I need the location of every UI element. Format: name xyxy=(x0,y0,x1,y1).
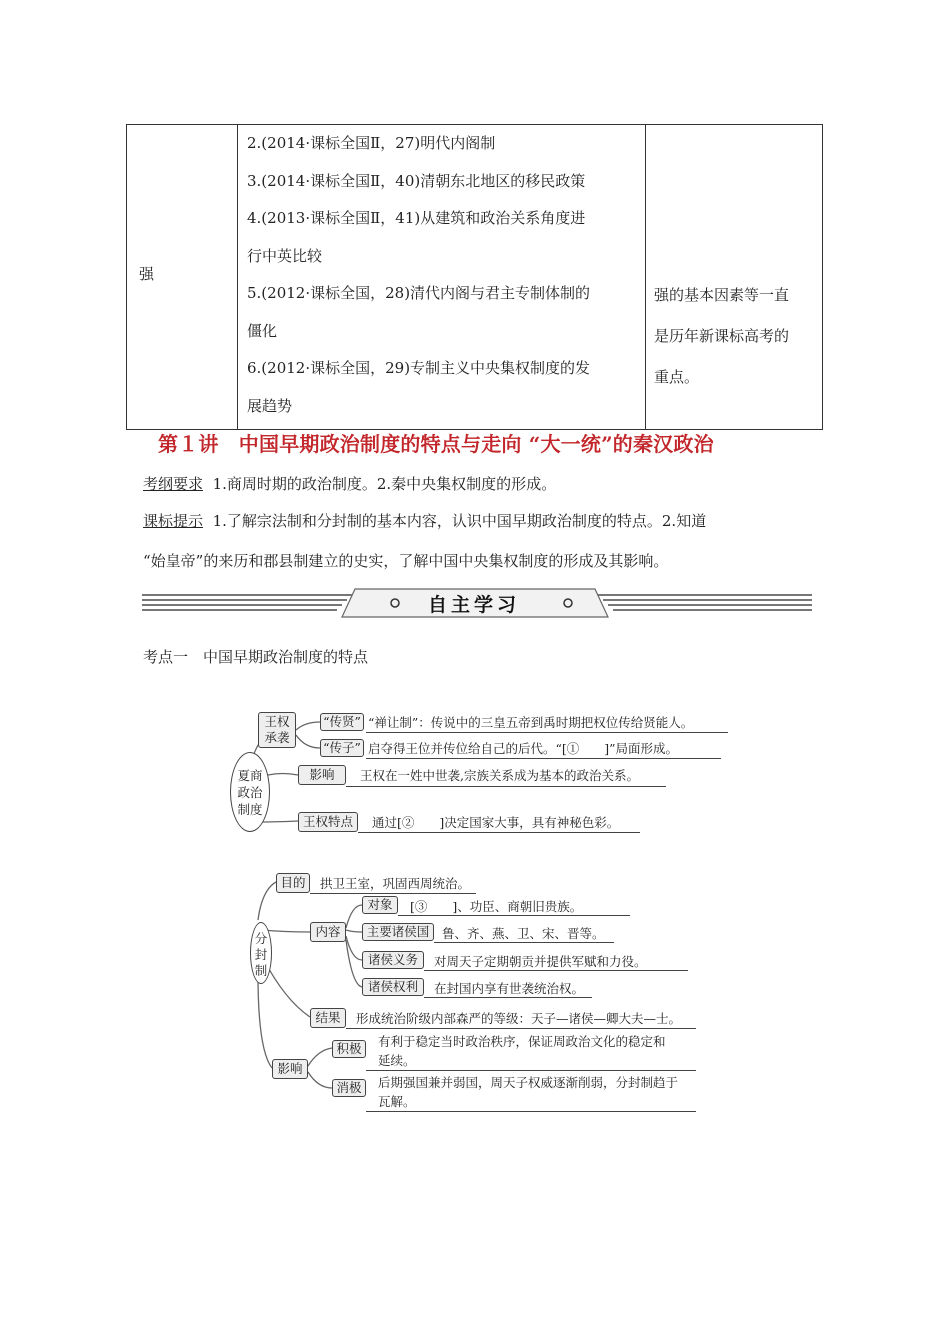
section-heading: 考点一 中国早期政治制度的特点 xyxy=(143,648,369,666)
node-succession: 王权 承袭 xyxy=(258,712,296,748)
node-feature: 王权特点 xyxy=(298,812,358,832)
node-object-text: [③ ]、功臣、商朝旧贵族。 xyxy=(410,899,583,914)
table-line: 6.(2012·课标全国，29)专制主义中央集权制度的发 xyxy=(247,359,591,377)
node-negative-text: 后期强国兼并弱国，周天子权威逐渐削弱，分封制趋于 瓦解。 xyxy=(378,1075,679,1109)
node-feature-text: 通过[② ]决定国家大事，具有神秘色彩。 xyxy=(372,815,620,830)
node-states: 主要诸侯国 xyxy=(362,923,434,941)
node-chuanxian: “传贤” xyxy=(320,713,364,731)
node-effect: 影响 xyxy=(272,1059,308,1079)
table-line: 僵化 xyxy=(247,321,278,340)
node-chuanzi: “传子” xyxy=(320,739,364,757)
map-root-fengjian: 分 封 制 xyxy=(250,922,272,984)
node-positive: 积极 xyxy=(332,1040,366,1058)
node-influence-text: 王权在一姓中世袭,宗族关系成为基本的政治关系。 xyxy=(360,768,639,783)
table-line: 5.(2012·课标全国，28)清代内阁与君主专制体制的 xyxy=(247,284,591,302)
requirement-line-3: “始皇帝”的来历和郡县制建立的史实，了解中国中央集权制度的形成及其影响。 xyxy=(143,552,669,570)
map-root-xia-shang: 夏商 政治 制度 xyxy=(230,752,270,832)
table-line: 是历年新课标高考的 xyxy=(654,327,790,345)
table-line: 2.(2014·课标全国Ⅱ，27)明代内阁制 xyxy=(247,134,496,152)
node-right-text: 在封国内享有世袭统治权。 xyxy=(434,981,585,996)
table-line: 行中英比较 xyxy=(247,246,323,265)
node-positive-text: 有利于稳定当时政治秩序，保证周政治文化的稳定和 延续。 xyxy=(378,1034,666,1068)
node-influence: 影响 xyxy=(298,765,346,785)
node-purpose-text: 拱卫王室，巩固西周统治。 xyxy=(320,876,471,891)
node-object: 对象 xyxy=(362,896,398,914)
table-cell-col1: 强 xyxy=(139,265,155,283)
node-duty: 诸侯义务 xyxy=(362,951,424,969)
banner-title: 自主学习 xyxy=(428,594,521,616)
table-line: 重点。 xyxy=(654,368,700,386)
node-chuanzi-text: 启夺得王位并传位给自己的后代。“[① ]”局面形成。 xyxy=(368,741,679,756)
table-line: 强的基本因素等一直 xyxy=(654,286,790,304)
node-result-text: 形成统治阶级内部森严的等级：天子—诸侯—卿大夫—士。 xyxy=(356,1011,682,1026)
node-duty-text: 对周天子定期朝贡并提供军赋和力役。 xyxy=(434,954,647,969)
requirement-text: 1.了解宗法制和分封制的基本内容，认识中国早期政治制度的特点。2.知道 xyxy=(212,512,707,530)
node-chuanxian-text: “禅让制”：传说中的三皇五帝到禹时期把权位传给贤能人。 xyxy=(368,715,694,730)
node-result: 结果 xyxy=(310,1008,346,1028)
node-negative: 消极 xyxy=(332,1079,366,1097)
requirement-text: 1.商周时期的政治制度。2.秦中央集权制度的形成。 xyxy=(212,475,557,493)
table-line: 4.(2013·课标全国Ⅱ，41)从建筑和政治关系角度进 xyxy=(247,209,586,227)
lesson-title: 第１讲 中国早期政治制度的特点与走向 “大一统”的秦汉政治 xyxy=(158,432,714,456)
node-right: 诸侯权利 xyxy=(362,978,424,996)
table-line: 展趋势 xyxy=(247,396,293,415)
node-purpose: 目的 xyxy=(276,873,310,893)
node-states-text: 鲁、齐、燕、卫、宋、晋等。 xyxy=(442,926,605,941)
table-line: 3.(2014·课标全国Ⅱ，40)清朝东北地区的移民政策 xyxy=(247,171,586,190)
requirement-label: 考纲要求 xyxy=(143,475,204,493)
node-content: 内容 xyxy=(310,922,346,942)
requirement-label: 课标提示 xyxy=(143,512,204,530)
